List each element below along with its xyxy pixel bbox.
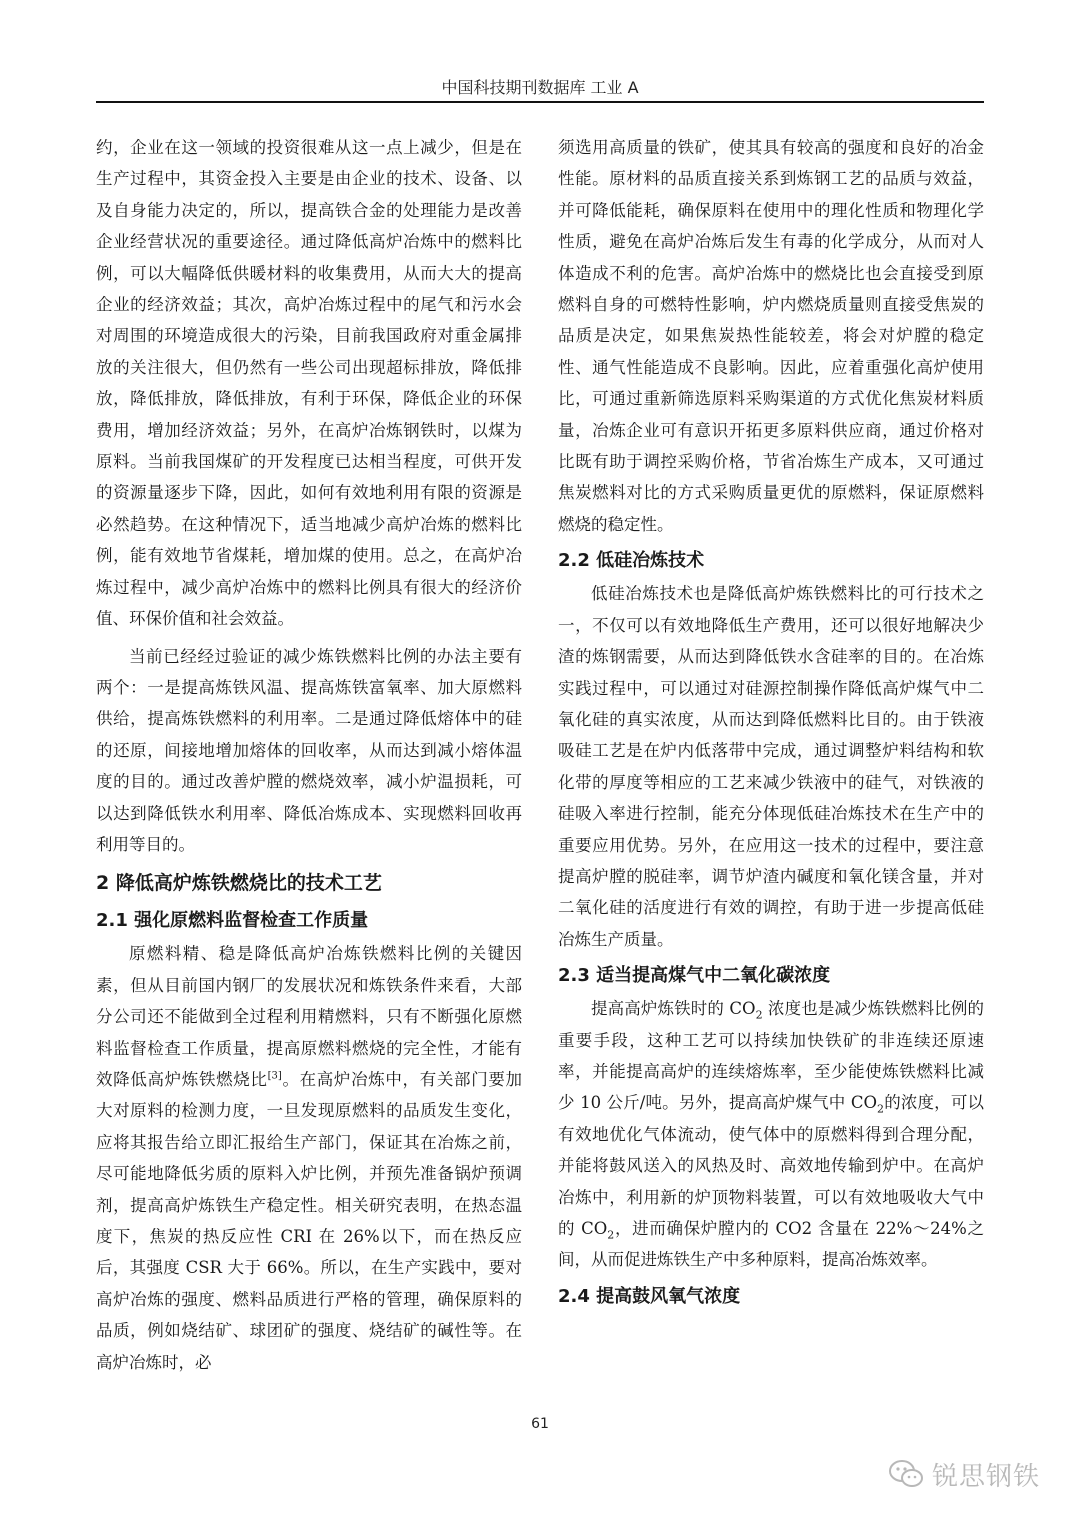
co2-subscript-2: 2 [877,1102,885,1116]
paragraph-continued-right: 须选用高质量的铁矿，使其具有较高的强度和良好的冶金性能。原材料的品质直接关系到炼钢工艺的品质与效益，并可降低能耗，确保原料在使用中的理化性质和物理化学性质，避免在高炉冶炼后发生有毒的化学成分，从而对人体造成不利的危害。高炉冶炼中的燃烧比也会直接受到原燃料自身的可燃特性影响，炉内燃烧质量则直接受焦炭的品质是决定，如果焦炭热性能较差，将会对炉膛的稳定性、通气性能造成不良影响。因此，应着重强化高炉使用比，可通过重新筛选原料采购渠道的方式优化焦炭材料质量，冶炼企业可有意识开拓更多原料供应商，通过价格对比既有助于调控采购价格，节省冶炼生产成本，又可通过焦炭燃料对比的方式采购质量更优的原燃料，保证原燃料燃烧的稳定性。 [558,138,984,534]
subsection-heading-2-1: 2.1 强化原燃料监督检查工作质量 [96,910,369,932]
paragraph-raw-fuel-quality-part2: 。在高炉冶炼中，有关部门要加大对原料的检测力度，一旦发现原燃料的品质发生变化，应将其报告给立即汇报给生产部门，保证其在冶炼之前，尽可能地降低劣质的原料入炉比例，并预先准备锅炉预调剂，提高高炉炼铁生产稳定性。相关研究表明，在热态温度下，焦炭的热反应性 CRI 在 26%以下，而在热反应后，其强度 CSR 大于 66%。所以，在生产实践中，要对高炉冶炼的强度、燃料品质进行严格的管理，确保原料的品质，例如烧结矿、球团矿的强度、烧结矿的碱性等。在高炉冶炼时，必 [96,1069,523,1372]
paragraph-raw-fuel-quality-part1: 原燃料精、稳是降低高炉冶炼铁燃料比例的关键因素，但从目前国内钢厂的发展状况和炼铁条件来看，大部分公司还不能做到全过程利用精燃料，只有不断强化原燃料监督检查工作质量，提高原燃料燃烧的完全性，才能有效降低高炉炼铁燃烧比 [96,944,522,1089]
co2-part-d: ，进而确保炉膛内的 CO2 含量在 22%～24%之间，从而促进炼铁生产中多种原料，提高冶炼效率。 [558,1219,984,1270]
paragraph-raw-fuel-quality [96,938,522,1378]
section-heading-2: 2 降低高炉炼铁燃烧比的技术工艺 [96,872,382,895]
subsection-heading-2-4: 2.4 提高鼓风氧气浓度 [558,1285,741,1307]
header-rule [96,101,984,103]
right-column [558,132,984,1314]
page-number: 61 [531,1416,549,1432]
subsection-heading-2-2: 2.2 低硅冶炼技术 [558,550,705,572]
wechat-icon [888,1459,924,1489]
co2-part-a: 提高高炉炼铁时的 CO [591,999,756,1019]
paragraph-low-silicon: 低硅冶炼技术也是降低高炉炼铁燃料比的可行技术之一，不仅可以有效地降低生产费用，还可以很好地解决少渣的炼钢需要，从而达到降低铁水含硅率的目的。在冶炼实践过程中，可以通过对硅源控制操作降低高炉煤气中二氧化硅的真实浓度，从而达到降低燃料比目的。由于铁液吸硅工艺是在炉内低落带中完成，通过调整炉料结构和软化带的厚度等相应的工艺来减少铁液中的硅气，对铁液的硅吸入率进行控制，能充分体现低硅冶炼技术在生产中的重要应用优势。另外，在应用这一技术的过程中，要注意提高炉膛的脱硅率，调节炉渣内碱度和氧化镁含量，并对二氧化硅的活度进行有效的调控，有助于进一步提高低硅冶炼生产质量。 [558,584,984,949]
watermark [888,1454,1040,1494]
paragraph-methods: 当前已经经过验证的减少炼铁燃料比例的办法主要有两个：一是提高炼铁风温、提高炼铁富氧率、加大原燃料供给，提高炼铁燃料的利用率。二是通过降低熔体中的硅的还原，间接地增加熔体的回收率，从而达到减小熔体温度的目的。通过改善炉膛的燃烧效率，减小炉温损耗，可以达到降低铁水利用率、降低冶炼成本、实现燃料回收再利用等目的。 [96,646,522,854]
co2-subscript-3: 2 [607,1228,615,1242]
citation-3: [3] [267,1070,282,1082]
subsection-heading-2-3: 2.3 适当提高煤气中二氧化碳浓度 [558,965,831,987]
paragraph-continued: 约，企业在这一领域的投资很难从这一点上减少，但是在生产过程中，其资金投入主要是由企业的技术、设备、以及自身能力决定的，所以，提高铁合金的处理能力是改善企业经营状况的重要途径。通过降低高炉冶炼中的燃料比例，可以大幅降低供暖材料的收集费用，从而大大的提高企业的经济效益；其次，高炉冶炼过程中的尾气和污水会对周围的环境造成很大的污染，目前我国政府对重金属排放的关注很大，但仍然有一些公司出现超标排放，降低排放，降低排放，降低排放，有利于环保，降低企业的环保费用，增加经济效益；另外，在高炉冶炼钢铁时，以煤为原料。当前我国煤矿的开发程度已达相当程度，可供开发的资源量逐步下降，因此，如何有效地利用有限的资源是必然趋势。在这种情况下，适当地减少高炉冶炼的燃料比例，能有效地节省煤耗，增加煤的使用。总之，在高炉冶炼过程中，减少高炉冶炼中的燃料比例具有很大的经济价值、环保价值和社会效益。 [96,138,522,629]
left-column [96,132,522,1378]
co2-part-b: 浓度也是减少炼铁燃料比例的重要手段，这种工艺可以持续加快铁矿的非连续还原速率，并能提高高炉的连续熔炼率，至少能使炼铁燃料比减少 10 公斤/吨。另外，提高高炉煤气中 CO [558,999,984,1113]
running-header: 中国科技期刊数据库 工业 A [441,78,639,97]
watermark-text: 锐思钢铁 [931,1461,1040,1492]
paragraph-co2-concentration [558,993,984,1276]
co2-subscript-1: 2 [755,1008,763,1022]
co2-part-c: 的浓度，可以有效地优化气体流动，使气体中的原燃料得到合理分配，并能将鼓风送入的风热及时、高效地传输到炉中。在高炉冶炼中，利用新的炉顶物料装置，可以有效地吸收大气中的 CO [558,1093,985,1238]
